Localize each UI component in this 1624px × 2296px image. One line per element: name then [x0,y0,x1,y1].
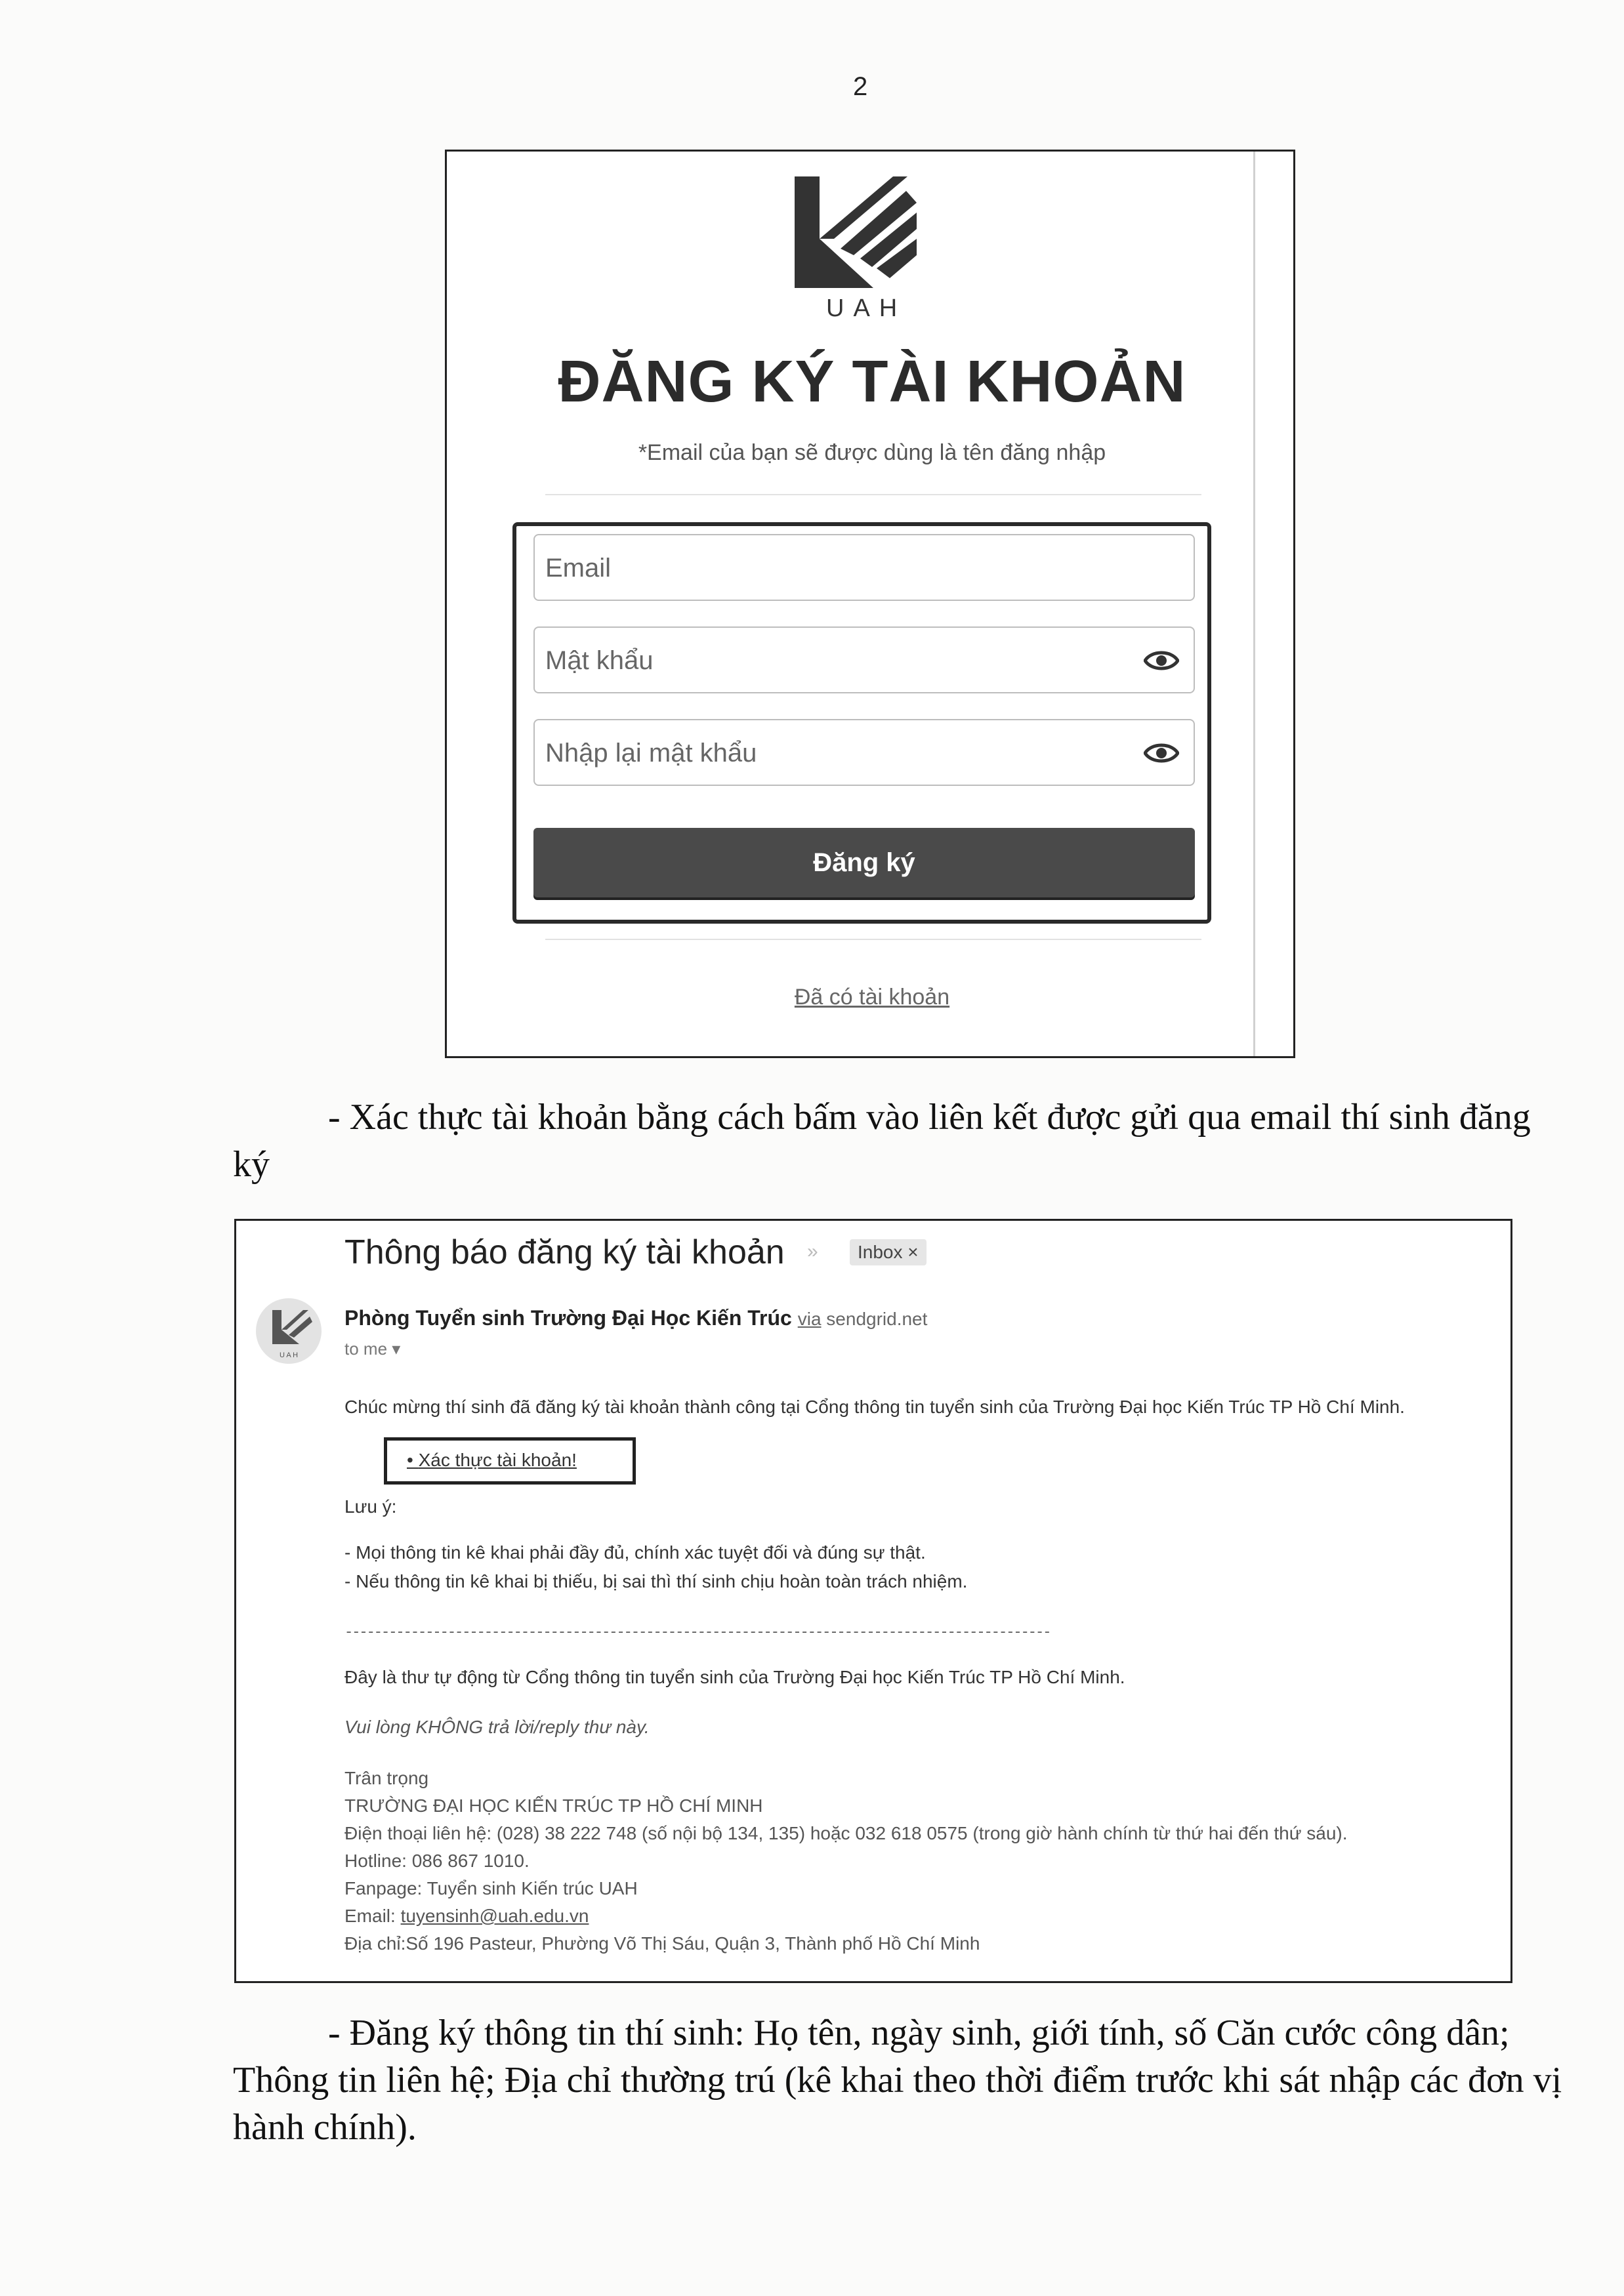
page-number: 2 [853,72,868,101]
verify-link[interactable]: • Xác thực tài khoản! [407,1450,577,1470]
sender-name: Phòng Tuyển sinh Trường Đại Học Kiến Trúc [344,1306,792,1330]
paragraph-verify-line2: ký [233,1144,270,1185]
regards: Trân trọng [344,1768,429,1788]
note-2: - Nếu thông tin kê khai bị thiếu, bị sai thì thí sinh chịu hoàn toàn trách nhiệm. [344,1571,968,1591]
address: Địa chỉ:Số 196 Pasteur, Phường Võ Thị Sáu, Quận 3, Thành phố Hồ Chí Minh [344,1933,980,1954]
email-screenshot [234,1219,1512,1983]
password-input[interactable] [544,637,1117,684]
eye-icon[interactable] [1144,647,1179,674]
uah-logo-icon [795,176,917,288]
via-label[interactable]: via [797,1309,822,1329]
separator-line: ------------------------------------------------------------------------------------------------ [344,1624,1051,1641]
auto-message: Đây là thư tự động từ Cổng thông tin tuyển sinh của Trường Đại học Kiến Trúc TP Hồ Chí Minh. [344,1667,1125,1687]
importance-arrow-icon: » [807,1240,818,1262]
fanpage: Fanpage: Tuyển sinh Kiến trúc UAH [344,1878,638,1898]
confirm-password-input[interactable] [544,729,1117,777]
avatar [256,1298,322,1364]
paragraph-verify-line1: - Xác thực tài khoản bằng cách bấm vào liên kết được gửi qua email thí sinh đăng [328,1097,1531,1138]
hotline: Hotline: 086 867 1010. [344,1851,530,1871]
logo-text: UAH [826,295,907,322]
via-domain: sendgrid.net [826,1309,928,1329]
login-link[interactable]: Đã có tài khoản [794,985,950,1010]
note-1: - Mọi thông tin kê khai phải đầy đủ, chính xác tuyệt đối và đúng sự thật. [344,1542,926,1563]
divider [545,939,1201,940]
no-reply-note: Vui lòng KHÔNG trả lời/reply thư này. [344,1717,650,1737]
contact-phone: Điện thoại liên hệ: (028) 38 222 748 (số nội bộ 134, 135) hoặc 032 618 0575 (trong giờ hành chính từ thứ hai đến thứ sáu). [344,1823,1348,1843]
register-form [512,522,1211,924]
registration-screenshot [445,150,1295,1058]
school-name: TRƯỜNG ĐẠI HỌC KIẾN TRÚC TP HỒ CHÍ MINH [344,1795,763,1816]
confirm-password-field[interactable] [533,719,1195,786]
eye-icon[interactable] [1144,740,1179,766]
divider [545,494,1201,495]
email-subject: Thông báo đăng ký tài khoản [344,1233,785,1271]
screenshot-edge [1253,152,1255,1056]
password-field[interactable] [533,626,1195,693]
verify-link-text[interactable]: Xác thực tài khoản! [418,1450,577,1470]
inbox-badge[interactable]: Inbox × [850,1239,927,1265]
email-address-link[interactable]: tuyensinh@uah.edu.vn [400,1906,589,1926]
avatar-text: U A H [279,1351,299,1359]
page-title: ĐĂNG KÝ TÀI KHOẢN [558,349,1186,415]
uah-avatar-icon [256,1298,322,1364]
email-intro: Chúc mừng thí sinh đã đăng ký tài khoản thành công tại Cổng thông tin tuyển sinh của Trường Đại học Kiến Trúc TP Hồ Chí Minh. [344,1397,1405,1417]
email-label: Email: [344,1906,396,1926]
note-label: Lưu ý: [344,1496,397,1517]
paragraph-register-line1: - Đăng ký thông tin thí sinh: Họ tên, ngày sinh, giới tính, số Căn cước công dân; [328,2013,1510,2053]
paragraph-register-line3: hành chính). [233,2107,417,2148]
email-sender [344,1306,927,1330]
recipient-dropdown[interactable]: to me ▾ [344,1339,401,1359]
contact-email [344,1906,589,1927]
register-button[interactable]: Đăng ký [533,828,1195,897]
form-note: *Email của bạn sẽ được dùng là tên đăng nhập [638,440,1106,465]
email-field[interactable] [533,534,1195,601]
email-input[interactable] [544,544,1117,592]
paragraph-register-line2: Thông tin liên hệ; Địa chỉ thường trú (kê khai theo thời điểm trước khi sát nhập các đơn vị [233,2060,1562,2101]
verify-box [384,1437,636,1485]
